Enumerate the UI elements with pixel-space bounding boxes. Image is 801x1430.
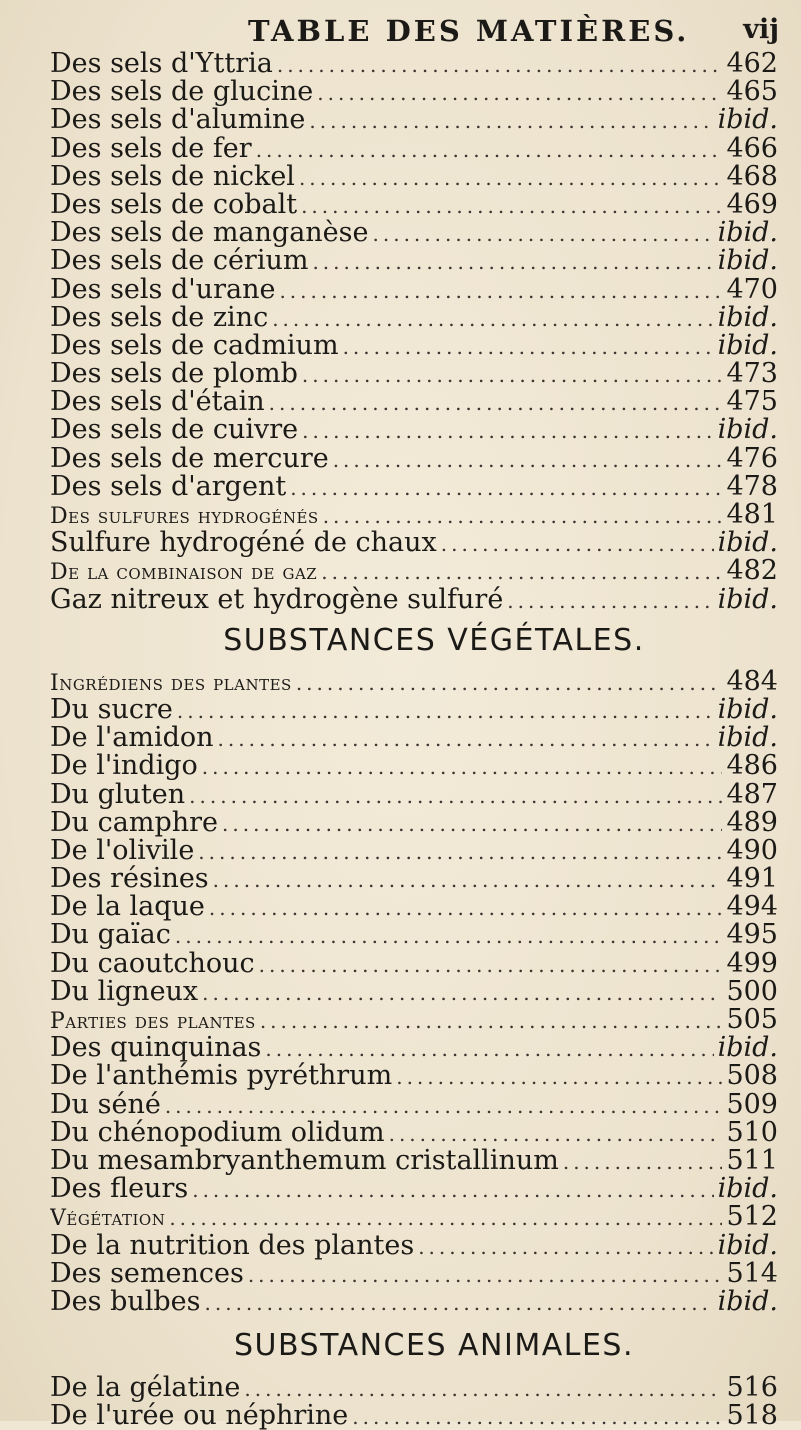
entry-page-number: 494 <box>726 893 778 922</box>
toc-entry <box>50 445 778 473</box>
entry-title: Des sels de manganèse <box>50 219 369 248</box>
dot-leader <box>222 810 722 837</box>
entry-page-number: ibid. <box>717 247 778 276</box>
entry-page-number: 478 <box>726 472 778 501</box>
entry-title: Du sucre <box>50 695 173 725</box>
entry-title: Des sels de cadmium <box>50 331 339 361</box>
toc-entry <box>50 1062 778 1090</box>
entry-page-number: 505 <box>726 1006 778 1035</box>
entry-page-number: ibid. <box>717 1287 778 1317</box>
entry-title: Des bulbes <box>50 1287 201 1317</box>
toc-entry <box>50 304 778 332</box>
entry-title: De l'olivile <box>50 836 195 866</box>
entry-page-number: ibid. <box>717 416 778 445</box>
toc-entry <box>50 1402 778 1430</box>
toc-entry <box>50 247 778 275</box>
entry-page-number: 508 <box>726 1062 778 1091</box>
toc-entry <box>50 1147 778 1175</box>
entry-page-number: 475 <box>726 388 778 417</box>
toc-entry <box>50 106 778 134</box>
dot-leader <box>309 107 713 134</box>
toc-entry <box>50 332 778 360</box>
dot-leader <box>507 587 713 614</box>
dot-leader <box>333 446 723 473</box>
dot-leader <box>189 782 722 809</box>
toc-entry <box>50 893 778 921</box>
entry-page-number: 486 <box>726 752 778 781</box>
dot-leader <box>205 1289 714 1316</box>
dot-leader <box>321 558 722 585</box>
entry-page-number: 476 <box>726 444 778 473</box>
toc-entry <box>50 1034 778 1062</box>
toc-entry <box>50 473 778 501</box>
dot-leader <box>389 1120 723 1147</box>
entry-title: Des sels d'étain <box>50 388 265 417</box>
entry-page-number: 495 <box>726 921 778 950</box>
section-heading: SUBSTANCES VÉGÉTALES. <box>223 622 645 658</box>
entry-title: Des sels de zinc <box>50 303 269 332</box>
dot-leader <box>218 725 714 752</box>
entry-page-number: ibid. <box>717 106 778 135</box>
dot-leader <box>192 1176 713 1203</box>
entry-page-number: 510 <box>726 1118 778 1147</box>
dot-leader <box>279 277 722 304</box>
entry-page-number: ibid. <box>717 1175 778 1204</box>
toc-entry <box>50 1006 778 1034</box>
section-heading: SUBSTANCES ANIMALES. <box>233 1328 634 1364</box>
toc-entry <box>50 668 778 696</box>
entry-title: Des quinquinas <box>50 1034 262 1063</box>
entry-title: De l'urée ou néphrine <box>50 1402 349 1430</box>
toc-entry <box>50 781 778 809</box>
dot-leader <box>563 1148 723 1175</box>
dot-leader <box>198 838 722 865</box>
entry-title: Du gaïac <box>50 921 171 950</box>
toc-entry <box>50 163 778 191</box>
entry-title: Ingrédiens des plantes <box>50 670 292 696</box>
toc-entry <box>50 921 778 949</box>
entry-title: Végétation <box>50 1206 166 1232</box>
dot-leader <box>418 1233 713 1260</box>
toc-entry <box>50 586 778 614</box>
dot-leader <box>396 1063 722 1090</box>
entry-page-number: 512 <box>726 1203 778 1232</box>
toc-entry <box>50 50 778 78</box>
dot-leader <box>343 333 714 360</box>
entry-page-number: ibid. <box>717 529 778 558</box>
entry-title: Des sels de glucine <box>50 78 314 107</box>
entry-page-number: 490 <box>726 836 778 866</box>
entry-page-number: ibid. <box>717 1034 778 1063</box>
entry-page-number: 487 <box>726 780 778 809</box>
toc-entry <box>50 135 778 163</box>
entry-page-number: ibid. <box>717 585 778 614</box>
entry-title: De la gélatine <box>50 1374 241 1403</box>
entry-title: Des sels de cuivre <box>50 416 299 445</box>
toc-entry <box>50 1175 778 1203</box>
toc-entry <box>50 950 778 978</box>
toc-entry <box>50 416 778 444</box>
toc-entry <box>50 529 778 557</box>
dot-leader <box>244 1375 722 1402</box>
dot-leader <box>299 164 723 191</box>
toc-entry <box>50 696 778 724</box>
entry-title: Du chénopodium olidum <box>50 1118 385 1147</box>
toc-entry <box>50 752 778 780</box>
dot-leader <box>296 669 723 696</box>
entry-page-number: 500 <box>726 977 778 1006</box>
entry-title: Du mesambryanthemum cristallinum <box>50 1146 559 1176</box>
toc-entry <box>50 1203 778 1231</box>
entry-title: Du gluten <box>50 780 186 809</box>
entry-page-number: ibid. <box>717 1231 778 1260</box>
entry-page-number: 466 <box>726 134 778 163</box>
toc-entry <box>50 78 778 106</box>
entry-title: Des sulfures hydrogénés <box>50 504 319 529</box>
dot-leader <box>209 894 723 921</box>
dot-leader <box>317 79 722 106</box>
toc-entry <box>50 809 778 837</box>
entry-title: Des sels de nickel <box>50 162 295 191</box>
dot-leader <box>373 220 714 247</box>
dot-leader <box>259 951 723 978</box>
entry-page-number: 491 <box>726 865 778 894</box>
entry-page-number: 514 <box>726 1259 778 1288</box>
toc-entry <box>50 219 778 247</box>
toc-entry <box>50 1260 778 1288</box>
page-number: vij <box>743 14 779 45</box>
dot-leader <box>165 1092 723 1119</box>
dot-leader <box>302 361 723 388</box>
entry-title: De la nutrition des plantes <box>50 1231 415 1260</box>
dot-leader <box>302 417 713 444</box>
entry-title: Des sels de cobalt <box>50 190 298 220</box>
dot-leader <box>248 1261 723 1288</box>
toc-entry <box>50 865 778 893</box>
entry-title: Des sels de plomb <box>50 360 298 389</box>
dot-leader <box>323 502 723 529</box>
entry-title: Des sels de cérium <box>50 247 309 276</box>
entry-page-number: 516 <box>726 1374 778 1403</box>
entry-title: De la combinaison de gaz <box>50 560 318 586</box>
dot-leader <box>269 389 723 416</box>
toc-entry <box>50 1091 778 1119</box>
entry-page-number: ibid. <box>717 219 778 248</box>
dot-leader <box>312 248 713 275</box>
entry-title: Du ligneux <box>50 977 199 1006</box>
entry-page-number: 481 <box>726 501 778 530</box>
dot-leader <box>301 192 722 219</box>
entry-page-number: 470 <box>726 275 778 304</box>
entry-page-number: ibid. <box>717 303 778 332</box>
entry-title: Du camphre <box>50 808 218 837</box>
entry-page-number: 499 <box>726 949 778 978</box>
entry-page-number: 509 <box>726 1090 778 1119</box>
entry-page-number: 465 <box>726 78 778 107</box>
entry-title: Des résines <box>50 865 209 894</box>
toc-entry <box>50 1119 778 1147</box>
entry-title: Sulfure hydrogéné de chaux <box>50 529 437 558</box>
entry-page-number: 518 <box>726 1402 778 1430</box>
toc-entry <box>50 360 778 388</box>
entry-title: Des sels d'argent <box>50 472 287 501</box>
entry-page-number: 482 <box>726 557 778 586</box>
dot-leader <box>272 305 713 332</box>
entry-title: De la laque <box>50 893 205 922</box>
toc-entry <box>50 724 778 752</box>
toc-entry <box>50 388 778 416</box>
dot-leader <box>352 1403 722 1430</box>
entry-page-number: 484 <box>726 667 778 696</box>
toc-entry <box>50 276 778 304</box>
entry-title: Des sels d'Yttria <box>50 50 273 79</box>
table-of-contents <box>50 50 778 1430</box>
toc-entry <box>50 1288 778 1316</box>
dot-leader <box>260 1007 723 1034</box>
entry-title: Des semences <box>50 1259 244 1288</box>
toc-entry <box>50 1232 778 1260</box>
entry-page-number: 511 <box>726 1146 778 1176</box>
dot-leader <box>177 697 714 724</box>
dot-leader <box>202 753 723 780</box>
toc-entry <box>50 837 778 865</box>
entry-title: Des sels de mercure <box>50 444 329 473</box>
toc-entry <box>50 1374 778 1402</box>
dot-leader <box>175 922 723 949</box>
toc-entry <box>50 557 778 585</box>
entry-page-number: 468 <box>726 162 778 191</box>
dot-leader <box>277 51 723 78</box>
entry-page-number: ibid. <box>717 331 778 361</box>
dot-leader <box>441 530 714 557</box>
dot-leader <box>213 866 723 893</box>
entry-title: Des sels de fer <box>50 134 252 163</box>
page-header <box>0 14 801 54</box>
dot-leader <box>202 979 722 1006</box>
toc-entry <box>50 191 778 219</box>
running-title: TABLE DES MATIÈRES. <box>248 14 690 48</box>
entry-title: Du caoutchouc <box>50 949 255 978</box>
entry-page-number: 489 <box>726 808 778 837</box>
dot-leader <box>290 474 722 501</box>
entry-title: De l'amidon <box>50 724 214 753</box>
entry-page-number: ibid. <box>717 724 778 753</box>
entry-page-number: 469 <box>726 190 778 220</box>
entry-title: Parties des plantes <box>50 1009 256 1034</box>
toc-entry <box>50 978 778 1006</box>
entry-page-number: 473 <box>726 360 778 389</box>
entry-title: Du séné <box>50 1090 161 1119</box>
dot-leader <box>169 1204 722 1231</box>
entry-title: De l'anthémis pyréthrum <box>50 1062 393 1091</box>
entry-title: Des fleurs <box>50 1175 189 1204</box>
entry-title: Des sels d'urane <box>50 275 276 304</box>
entry-page-number: ibid. <box>717 695 778 725</box>
entry-page-number: 462 <box>726 50 778 79</box>
entry-title: Gaz nitreux et hydrogène sulfuré <box>50 585 504 614</box>
entry-title: De l'indigo <box>50 752 198 781</box>
entry-title: Des sels d'alumine <box>50 106 306 135</box>
toc-entry <box>50 501 778 529</box>
dot-leader <box>256 136 723 163</box>
dot-leader <box>265 1035 713 1062</box>
